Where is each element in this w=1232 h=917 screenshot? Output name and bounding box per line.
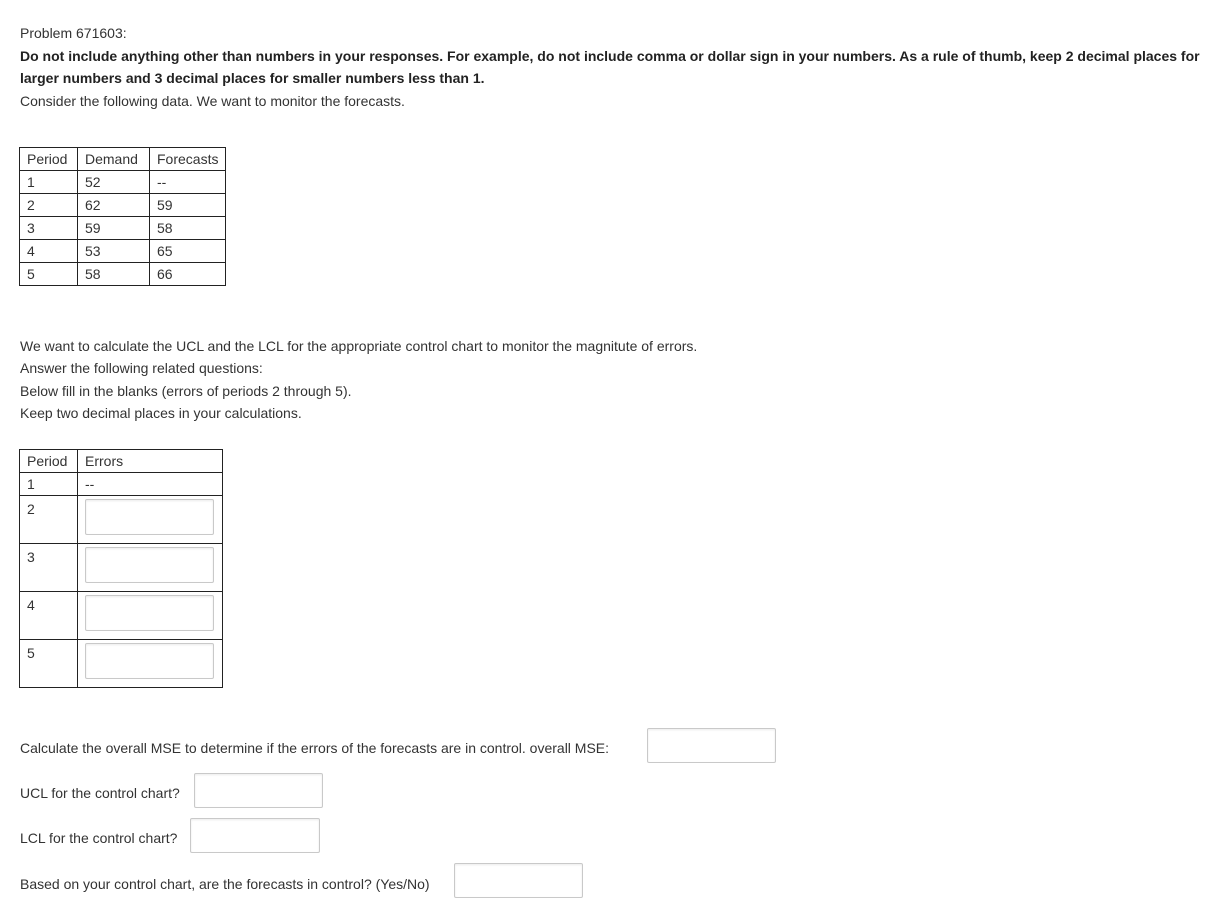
- instructions-line-1: Do not include anything other than numbers in your responses. For example, do not include comma or dollar sign in your numbers. As a rule of thumb, keep 2 decimal places for: [20, 48, 1200, 64]
- demand-cell: 59: [78, 217, 150, 240]
- lcl-input[interactable]: [190, 818, 320, 853]
- mse-input[interactable]: [647, 728, 776, 763]
- table-row: [20, 496, 223, 544]
- error-cell: [78, 592, 223, 640]
- column-header-demand: Demand: [78, 148, 150, 171]
- ucl-input[interactable]: [194, 773, 323, 808]
- demand-cell: 58: [78, 263, 150, 286]
- table-row: [20, 171, 226, 194]
- forecast-cell: --: [150, 171, 226, 194]
- question-line-4: Keep two decimal places in your calculations.: [20, 405, 302, 421]
- forecast-cell: 66: [150, 263, 226, 286]
- error-input-period-5[interactable]: [85, 643, 214, 679]
- demand-cell: 53: [78, 240, 150, 263]
- period-cell: 3: [20, 544, 78, 592]
- period-cell: 1: [20, 473, 78, 496]
- in-control-label: Based on your control chart, are the forecasts in control? (Yes/No): [20, 876, 430, 892]
- error-cell: [78, 496, 223, 544]
- period-cell: 2: [20, 496, 78, 544]
- errors-table: [19, 449, 223, 688]
- period-cell: 5: [20, 263, 78, 286]
- ucl-label: UCL for the control chart?: [20, 785, 180, 801]
- lcl-label: LCL for the control chart?: [20, 830, 178, 846]
- table-row: [20, 544, 223, 592]
- problem-title: Problem 671603:: [20, 25, 127, 41]
- forecast-cell: 58: [150, 217, 226, 240]
- in-control-input[interactable]: [454, 863, 583, 898]
- period-cell: 4: [20, 592, 78, 640]
- column-header-period: Period: [20, 148, 78, 171]
- table-row: [20, 240, 226, 263]
- error-input-period-4[interactable]: [85, 595, 214, 631]
- table-row: [20, 592, 223, 640]
- error-cell: --: [78, 473, 223, 496]
- error-cell: [78, 640, 223, 688]
- data-table: [19, 147, 226, 286]
- table-row: [20, 263, 226, 286]
- table-row: [20, 640, 223, 688]
- period-cell: 5: [20, 640, 78, 688]
- table-header-row: [20, 148, 226, 171]
- error-input-period-3[interactable]: [85, 547, 214, 583]
- period-cell: 4: [20, 240, 78, 263]
- error-cell: [78, 544, 223, 592]
- demand-cell: 62: [78, 194, 150, 217]
- question-line-2: Answer the following related questions:: [20, 360, 263, 376]
- table-row: [20, 194, 226, 217]
- forecast-cell: 59: [150, 194, 226, 217]
- column-header-forecasts: Forecasts: [150, 148, 226, 171]
- table-row: [20, 217, 226, 240]
- instructions-line-2: larger numbers and 3 decimal places for smaller numbers less than 1.: [20, 70, 485, 86]
- intro-text: Consider the following data. We want to monitor the forecasts.: [20, 93, 405, 109]
- period-cell: 2: [20, 194, 78, 217]
- mse-label: Calculate the overall MSE to determine if the errors of the forecasts are in control. overall MSE:: [20, 740, 610, 756]
- column-header-errors: Errors: [78, 450, 223, 473]
- period-cell: 1: [20, 171, 78, 194]
- question-line-3: Below fill in the blanks (errors of periods 2 through 5).: [20, 383, 352, 399]
- forecast-cell: 65: [150, 240, 226, 263]
- table-header-row: [20, 450, 223, 473]
- question-line-1: We want to calculate the UCL and the LCL for the appropriate control chart to monitor the magnitute of errors.: [20, 338, 698, 354]
- table-row: [20, 473, 223, 496]
- error-input-period-2[interactable]: [85, 499, 214, 535]
- column-header-period: Period: [20, 450, 78, 473]
- period-cell: 3: [20, 217, 78, 240]
- demand-cell: 52: [78, 171, 150, 194]
